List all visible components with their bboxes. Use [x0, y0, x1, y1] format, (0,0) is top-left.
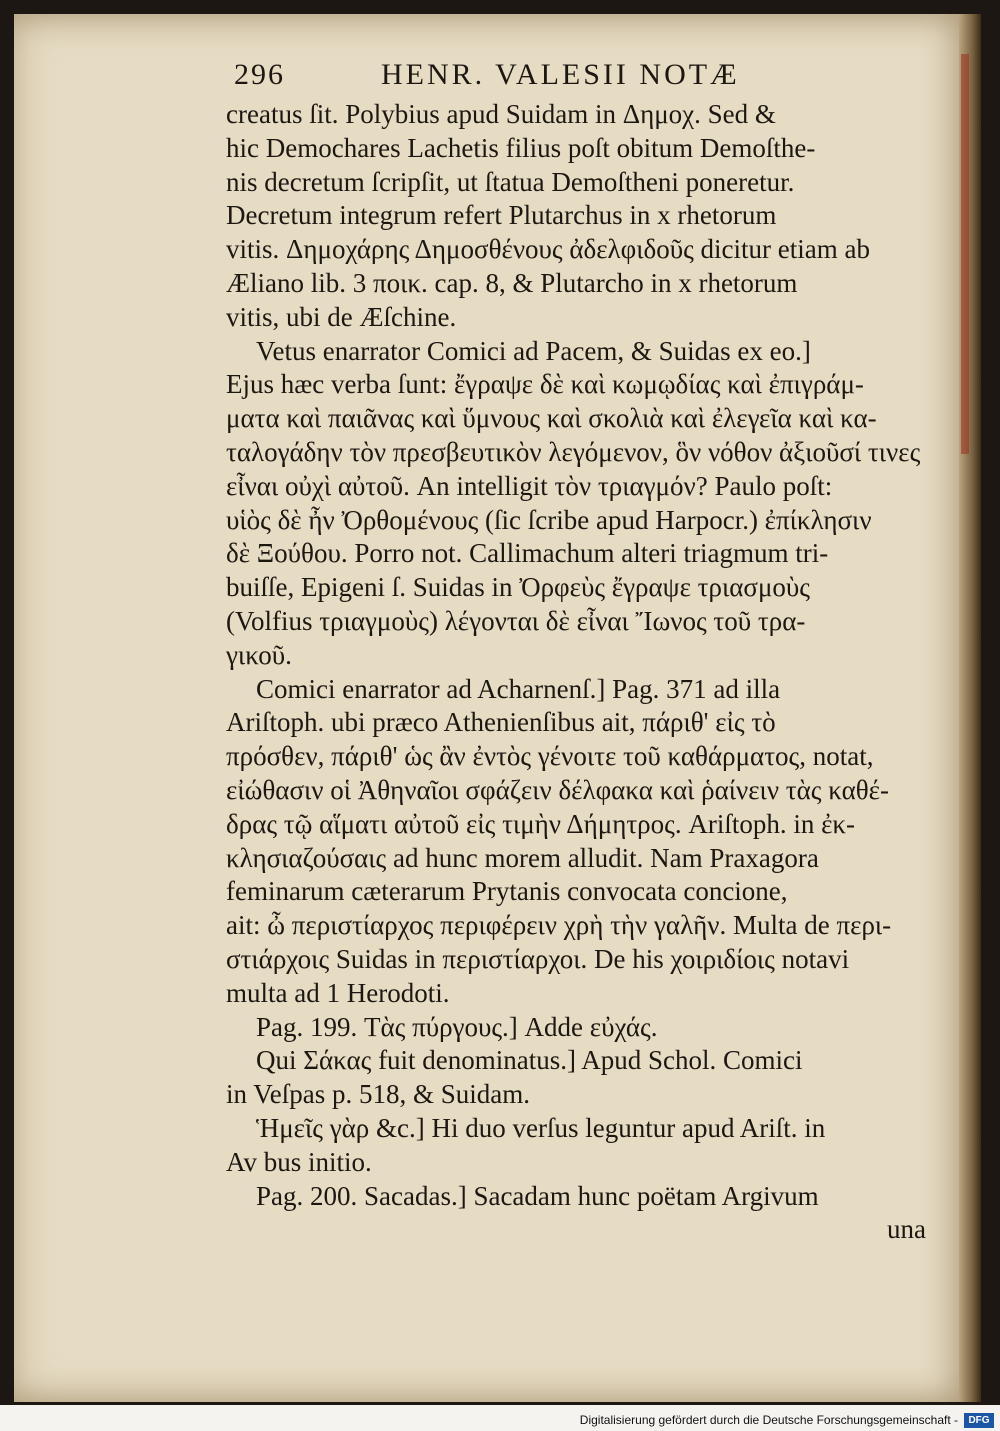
text-line: κλησιαζούσαις ad hunc morem alludit. Nam Praxagora: [226, 842, 819, 873]
text-line: ait: ὦ περιστίαρχος περιφέρειν χρὴ τὴν γαλῆν. Multa de περι-: [226, 910, 892, 941]
text-line: Pag. 199. Τὰς πύργους.] Adde εὐχάς.: [256, 1011, 658, 1042]
text-line: nis decretum ſcripſit, ut ſtatua Demoſtheni poneretur.: [226, 166, 795, 197]
text-line: Decretum integrum refert Plutarchus in x rhetorum: [226, 200, 777, 231]
text-line: multa ad 1 Herodoti.: [226, 977, 450, 1008]
text-line: Qui Σάκας fuit denominatus.] Apud Schol. Comici: [256, 1045, 803, 1076]
page-number: 296: [234, 58, 285, 91]
text-line: Vetus enarrator Comici ad Pacem, & Suidas ex eo.]: [256, 335, 811, 366]
catchword: una: [887, 1214, 926, 1245]
text-line: vitis. Δημοχάρης Δημοσθένους ἀδελφιδοῦς dicitur etiam ab: [226, 234, 870, 265]
running-title: HENR. VALESII NOTÆ: [381, 58, 740, 91]
text-line: vitis, ubi de Æſchine.: [226, 301, 457, 332]
text-line: buiſſe, Epigeni ſ. Suidas in Ὀρφεὺς ἔγραψε τριασμοὺς: [226, 572, 810, 603]
text-line: in Veſpas p. 518, & Suidam.: [226, 1079, 531, 1110]
text-line: Ejus hæc verba ſunt: ἔγραψε δὲ καὶ κωμῳδίας καὶ ἐπιγράμ-: [226, 369, 864, 400]
text-line: δρας τῷ αἵματι αὐτοῦ εἰς τιμὴν Δήμητρος. Ariſtoph. in ἐκ-: [226, 808, 856, 839]
text-line: εἰώθασιν οἱ Ἀθηναῖοι σφάζειν δέλφακα καὶ ῥαίνειν τὰς καθέ-: [226, 774, 889, 805]
text-line: ταλογάδην τὸν πρεσβευτικὸν λεγόμενον, ὃν νόθον ἀξιοῦσί τινες: [226, 436, 921, 467]
text-line: Av bus initio.: [226, 1146, 372, 1177]
edge-color-strip: [961, 54, 969, 454]
text-line: Pag. 200. Sacadas.] Sacadam hunc poëtam Argivum: [256, 1180, 819, 1211]
text-line: (Volfius τριαγμοὺς) λέγονται δὲ εἶναι Ἴωνος τοῦ τρα-: [226, 605, 806, 636]
text-line: υἱὸς δὲ ἦν Ὀρθομένους (ſic ſcribe apud Harpocr.) ἐπίκλησιν: [226, 504, 872, 535]
text-line: ματα καὶ παιᾶνας καὶ ὕμνους καὶ σκολιὰ καὶ ἐλεγεῖα καὶ κα-: [226, 403, 877, 434]
text-line: στιάρχοις Suidas in περιστίαρχοι. De his χοιριδίοις notavi: [226, 943, 850, 974]
page-text-block: [226, 58, 926, 1247]
text-line: Æliano lib. 3 ποικ. cap. 8, & Plutarcho in x rhetorum: [226, 267, 798, 298]
dfg-logo-icon: DFG: [964, 1413, 994, 1428]
text-line: Ariſtoph. ubi præco Athenienſibus ait, πάριθ' εἰς τὸ: [226, 707, 776, 738]
text-line: feminarum cæterarum Prytanis convocata concione,: [226, 876, 788, 907]
text-line: δὲ Ξούθου. Porro not. Callimachum alteri triagmum tri-: [226, 538, 829, 569]
footer-credit-text: Digitalisierung gefördert durch die Deutsche Forschungsgemeinschaft -: [579, 1413, 958, 1427]
text-line: Comici enarrator ad Acharnenſ.] Pag. 371 ad illa: [256, 673, 781, 704]
text-line: creatus ſit. Polybius apud Suidam in Δημοχ. Sed &: [226, 99, 776, 129]
page-header: [226, 58, 926, 98]
text-line: γικοῦ.: [226, 639, 292, 670]
text-line: Ἡμεῖς γὰρ &c.] Hi duo verſus leguntur apud Ariſt. in: [256, 1112, 826, 1143]
text-line: πρόσθεν, πάριθ' ὡς ἂν ἐντὸς γένοιτε τοῦ καθάρματος, notat,: [226, 741, 874, 772]
text-line: εἶναι οὐχὶ αὐτοῦ. An intelligit τὸν τριαγμόν? Paulo poſt:: [226, 470, 833, 501]
digitization-footer: [0, 1412, 1000, 1431]
text-line: hic Demochares Lachetis filius poſt obitum Demoſthe-: [226, 132, 816, 163]
